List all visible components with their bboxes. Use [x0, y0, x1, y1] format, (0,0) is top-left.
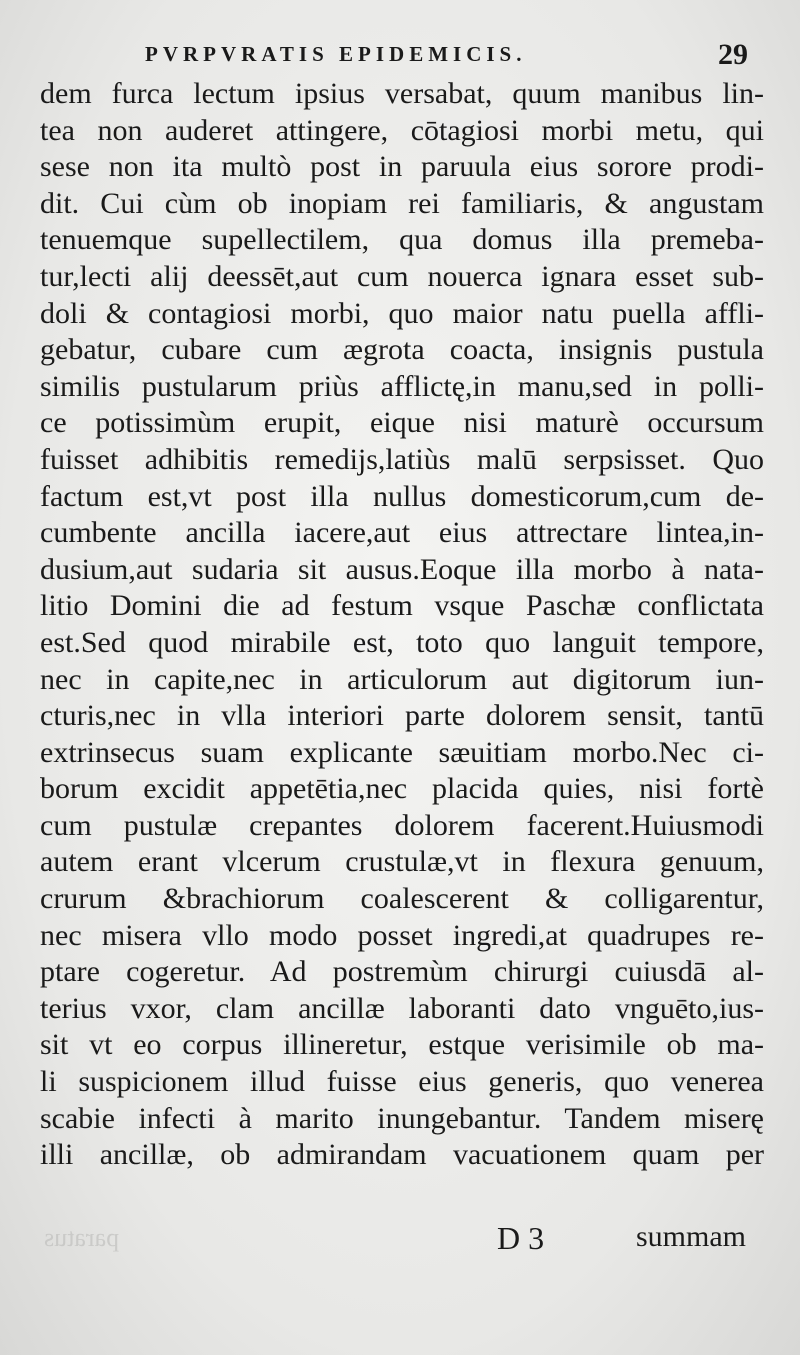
bleed-through-text: paratus [44, 1223, 120, 1252]
text-line: li suspicionem illud fuisse eius generis, quo venerea [40, 1065, 764, 1099]
text-line: ce potissimùm erupit, eique nisi maturè occursum [40, 406, 764, 440]
text-line: fuisset adhibitis remedijs,latiùs malū serpsisset. Quo [40, 442, 764, 476]
text-line: borum excidit appetētia,nec placida quies, nisi fortè [40, 772, 764, 806]
page-number: 29 [718, 38, 748, 71]
text-line: dem furca lectum ipsius versabat, quum manibus lin- [40, 77, 764, 110]
text-line: doli & contagiosi morbi, quo maior natu puella affli- [40, 296, 764, 330]
text-line: tea non auderet attingere, cōtagiosi morbi metu, qui [40, 113, 764, 147]
text-line: crurum &brachiorum coalescerent & colligarentur, [40, 882, 764, 916]
text-line: dusium,aut sudaria sit ausus.Eoque illa morbo à nata- [40, 552, 764, 586]
catchword: summam [636, 1220, 746, 1253]
text-line: cum pustulæ crepantes dolorem facerent.Huiusmodi [40, 808, 764, 842]
text-line: terius vxor, clam ancillæ laboranti dato vnguēto,ius- [40, 991, 764, 1025]
text-line: ptare cogeretur. Ad postremùm chirurgi cuiusdā al- [40, 955, 764, 989]
text-line: cumbente ancilla iacere,aut eius attrectare lintea,in- [40, 516, 764, 550]
text-line: dit. Cui cùm ob inopiam rei familiaris, & angustam [40, 186, 764, 220]
text-line: nec in capite,nec in articulorum aut digitorum iun- [40, 662, 764, 696]
text-line: gebatur, cubare cum ægrota coacta, insignis pustula [40, 333, 764, 367]
text-line: sit vt eo corpus illineretur, estque verisimile ob ma- [40, 1028, 764, 1062]
text-line: extrinsecus suam explicante sæuitiam morbo.Nec ci- [40, 735, 764, 769]
text-line: nec misera vllo modo posset ingredi,at quadrupes re- [40, 918, 764, 952]
text-line: tur,lecti alij deessēt,aut cum nouerca ignara esset sub- [40, 259, 764, 293]
signature-mark: D 3 [497, 1220, 545, 1256]
text-line: scabie infecti à marito inungebantur. Tandem miserę [40, 1101, 764, 1135]
text-line: illi ancillæ, ob admirandam vacuationem quam per [40, 1138, 764, 1172]
text-line: similis pustularum priùs afflictę,in manu,sed in polli- [40, 369, 764, 403]
running-title: PVRPVRATIS EPIDEMICIS. [145, 42, 527, 66]
text-line: litio Domini die ad festum vsque Paschæ conflictata [40, 589, 764, 623]
text-line: sese non ita multò post in paruula eius sorore prodi- [40, 150, 764, 184]
text-line: factum est,vt post illa nullus domesticorum,cum de- [40, 479, 764, 513]
body-text [40, 76, 764, 1174]
text-line: est.Sed quod mirabile est, toto quo languit tempore, [40, 625, 764, 659]
text-line: tenuemque supellectilem, qua domus illa premeba- [40, 223, 764, 257]
text-line: cturis,nec in vlla interiori parte dolorem sensit, tantū [40, 699, 764, 733]
text-line: autem erant vlcerum crustulæ,vt in flexura genuum, [40, 845, 764, 879]
